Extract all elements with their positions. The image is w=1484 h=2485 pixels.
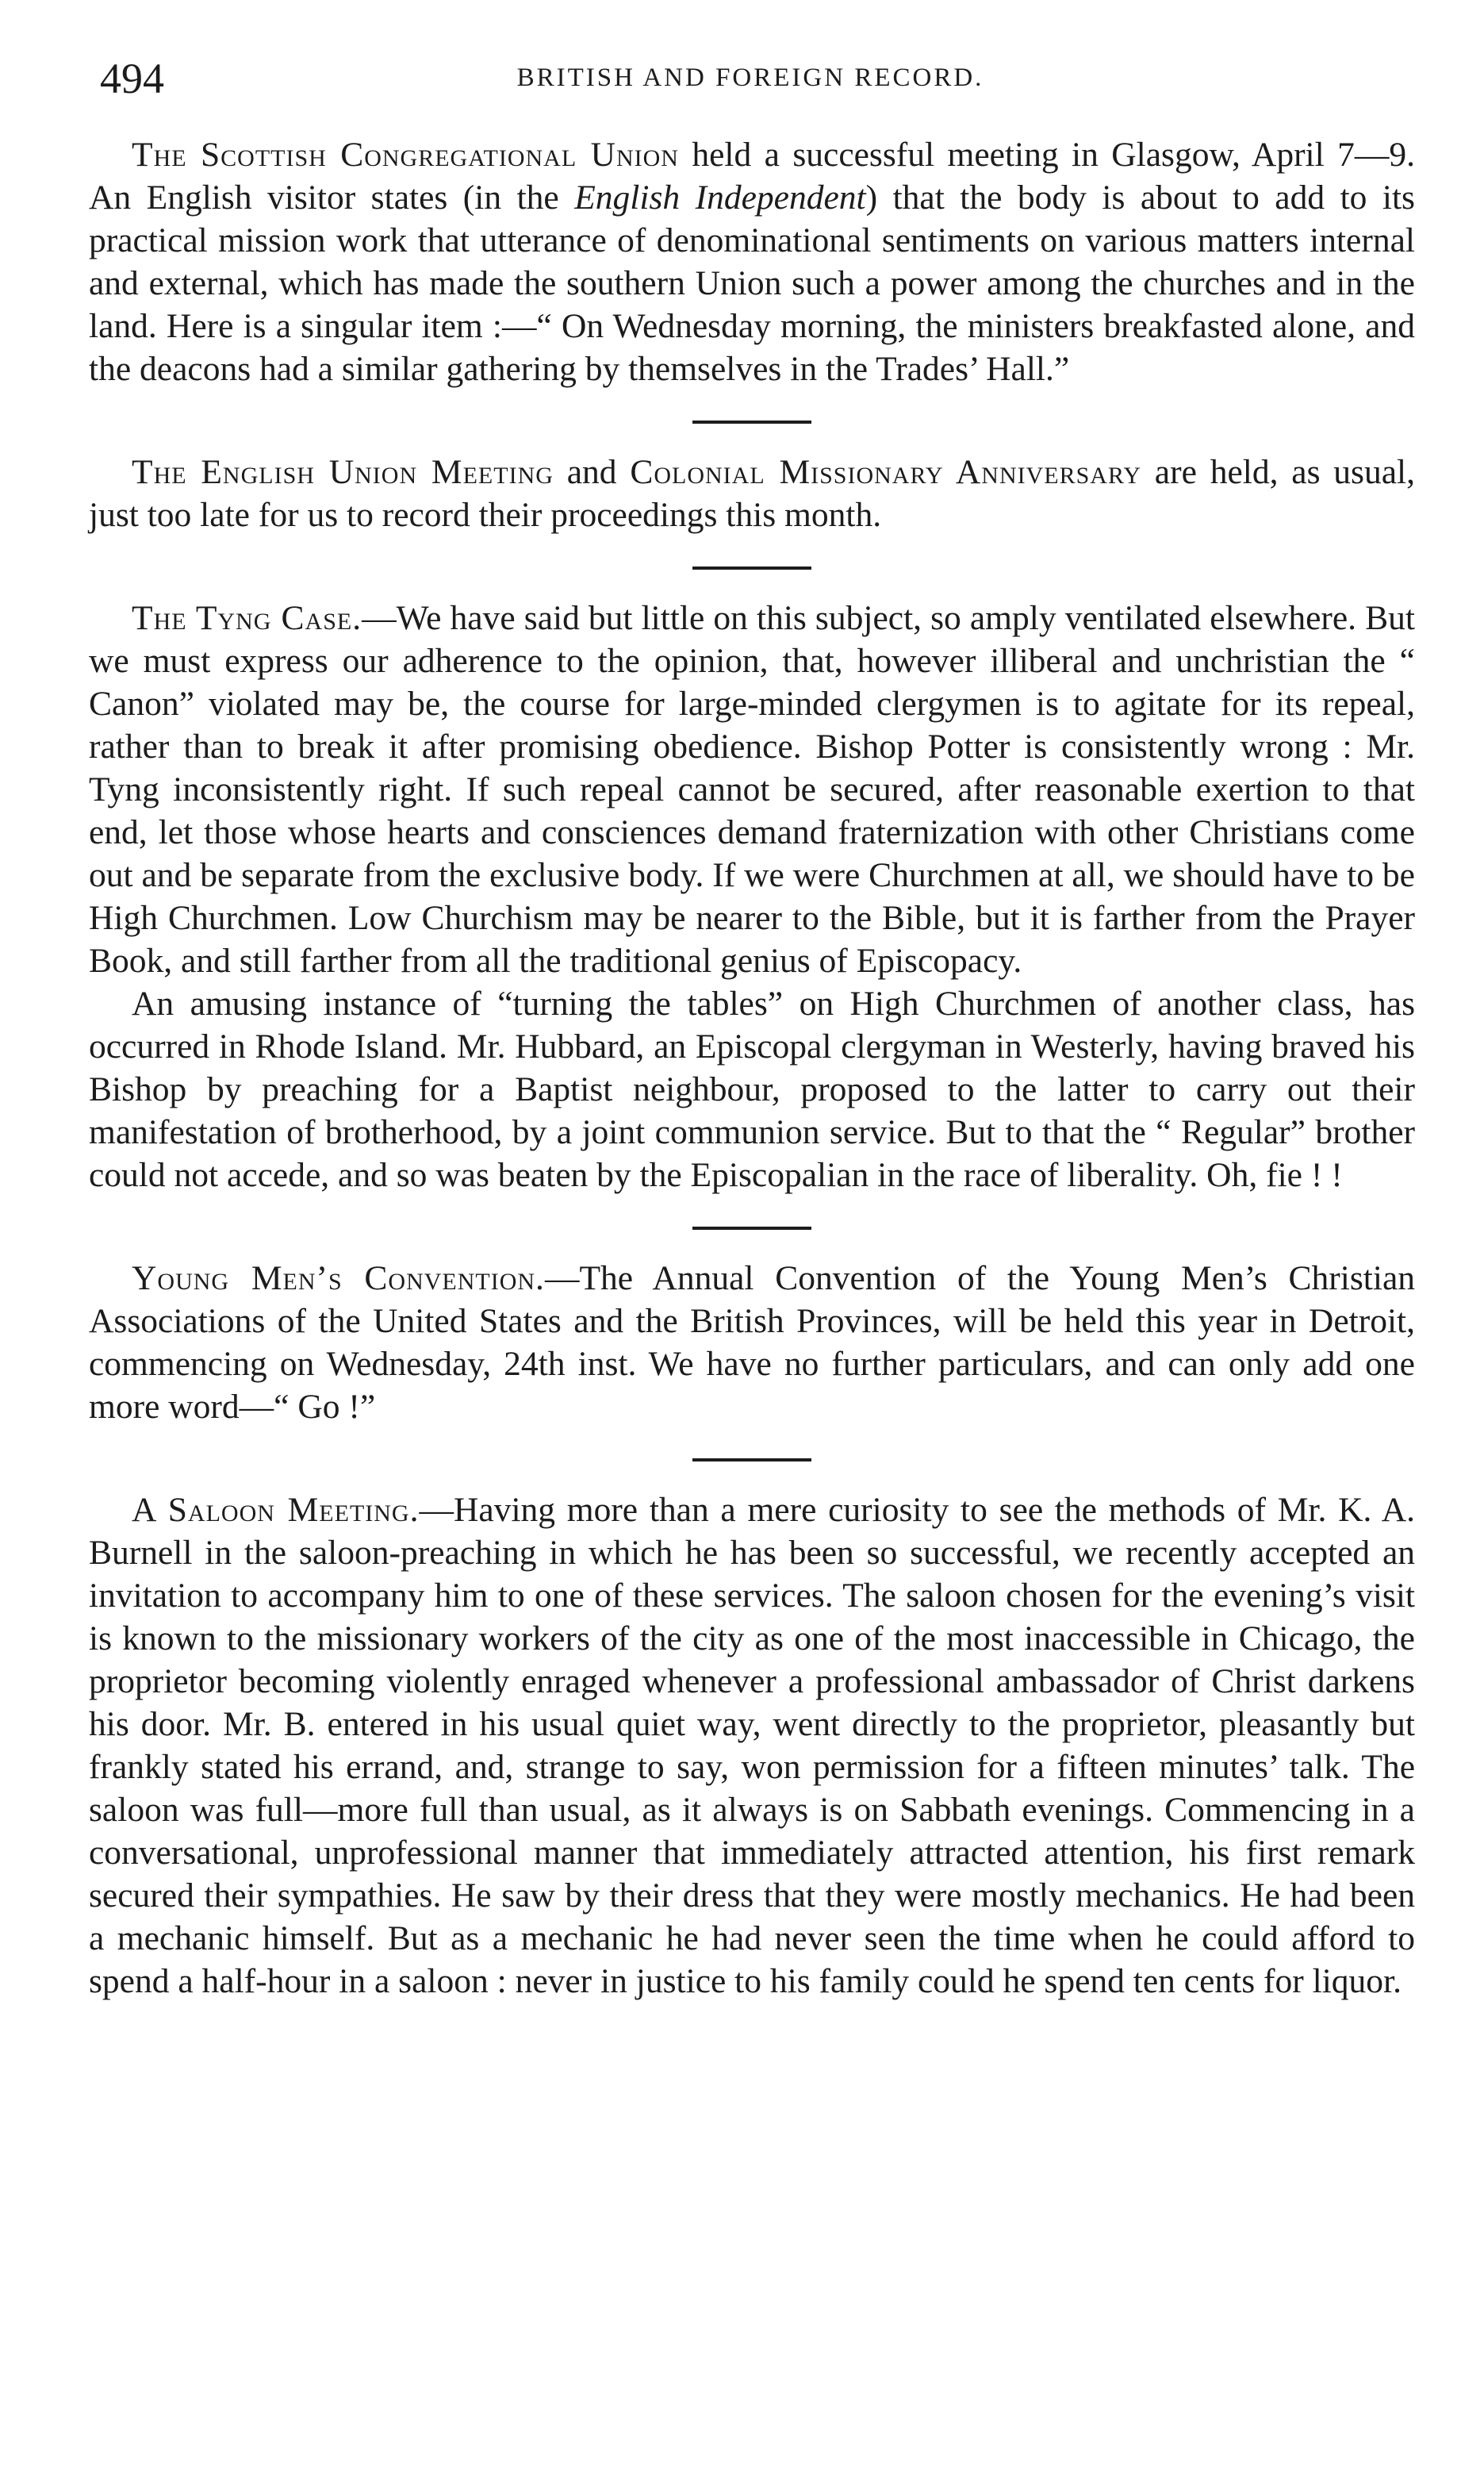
section-lead: Colonial Missionary Anniversary [630, 453, 1141, 491]
paragraph-text: are held, as usual, just too late for us to record their proceedings this month. [89, 453, 1415, 534]
section-english-union [89, 451, 1415, 536]
section-saloon-meeting [89, 1488, 1415, 2003]
section-scottish-union [89, 133, 1415, 390]
paragraph [89, 133, 1415, 390]
publication-title: English Independent [574, 179, 866, 217]
paragraph-text: and [553, 453, 631, 491]
section-divider [692, 1227, 811, 1230]
paragraph-text: ) that the body is about to add to its practical mission work that utterance of denominational sentiments on various matters internal and external, which has made the southern Union such a power among the churches and in the land. Here is a singular item :—“ On Wednesday morning, the ministers breakfasted alone, and the deacons had a similar gathering by themselves in the Trades’ Hall.” [89, 179, 1415, 388]
paragraph [89, 1488, 1415, 2003]
section-lead: Young Men’s Convention. [132, 1259, 545, 1297]
section-lead: The Tyng Case. [132, 599, 362, 637]
paragraph-text: —The Annual Convention of the Young Men’s Christian Associations of the United States and the British Provinces, will be held this year in Detroit, commencing on Wednesday, 24th inst. We have no further particulars, and can only add one more word—“ Go !” [89, 1259, 1415, 1426]
section-tyng-case [89, 597, 1415, 1196]
page-header [100, 51, 1401, 106]
paragraph [89, 597, 1415, 982]
paragraph [89, 451, 1415, 536]
paragraph-text: —Having more than a mere curiosity to see the methods of Mr. K. A. Burnell in the saloon-preaching in which he has been so successful, we recently accepted an invitation to accompany him to one of these services. The saloon chosen for the evening’s visit is known to the missionary workers of the city as one of the most inaccessible in Chicago, the proprietor becoming violently enraged whenever a professional ambassador of Christ darkens his door. Mr. B. entered in his usual quiet way, went directly to the proprietor, pleasantly but frankly stated his errand, and, strange to say, won permission for a fifteen minutes’ talk. The saloon was full—more full than usual, as it always is on Sabbath evenings. Commencing in a conversational, unprofessional manner that immediately attracted attention, his first remark secured their sympathies. He saw by their dress that they were mostly mechanics. He had been a mechanic himself. But as a mechanic he had never seen the time when he could afford to spend a half-hour in a saloon : never in justice to his family could he spend ten cents for liquor. [89, 1491, 1415, 2000]
page-number: 494 [100, 55, 164, 102]
section-divider [692, 421, 811, 424]
page-body [89, 133, 1415, 2003]
section-lead: A Saloon Meeting. [132, 1491, 420, 1529]
paragraph: An amusing instance of “turning the tables” on High Churchmen of another class, has occurred in Rhode Island. Mr. Hubbard, an Episcopal clergyman in Westerly, having braved his Bishop by preaching for a Baptist neighbour, proposed to the latter to carry out their manifestation of brotherhood, by a joint communion service. But to that the “ Regular” brother could not accede, and so was beaten by the Episcopalian in the race of liberality. Oh, fie ! ! [89, 985, 1415, 1194]
paragraph [89, 1257, 1415, 1428]
section-divider [692, 1458, 811, 1461]
paragraph-text: —We have said but little on this subject, so amply ventilated elsewhere. But we must express our adherence to the opinion, that, however illiberal and unchristian the “ Canon” violated may be, the course for large-minded clergymen is to agitate for its repeal, rather than to break it after promising obedience. Bishop Potter is consistently wrong : Mr. Tyng inconsistently right. If such repeal cannot be secured, after reasonable exertion to that end, let those whose hearts and consciences demand fraternization with other Christians come out and be separate from the exclusive body. If we were Churchmen at all, we should have to be High Churchmen. Low Churchism may be nearer to the Bible, but it is farther from the Prayer Book, and still farther from all the traditional genius of Episcopacy. [89, 599, 1415, 980]
paragraph-text: held a successful meeting in Glasgow, April 7—9. An English visitor states (in the [89, 136, 1415, 217]
section-lead: The Scottish Congregational Union [132, 136, 679, 174]
running-head: BRITISH AND FOREIGN RECORD. [516, 63, 984, 92]
section-divider [692, 567, 811, 570]
section-young-mens-convention [89, 1257, 1415, 1428]
section-lead: The English Union Meeting [132, 453, 554, 491]
